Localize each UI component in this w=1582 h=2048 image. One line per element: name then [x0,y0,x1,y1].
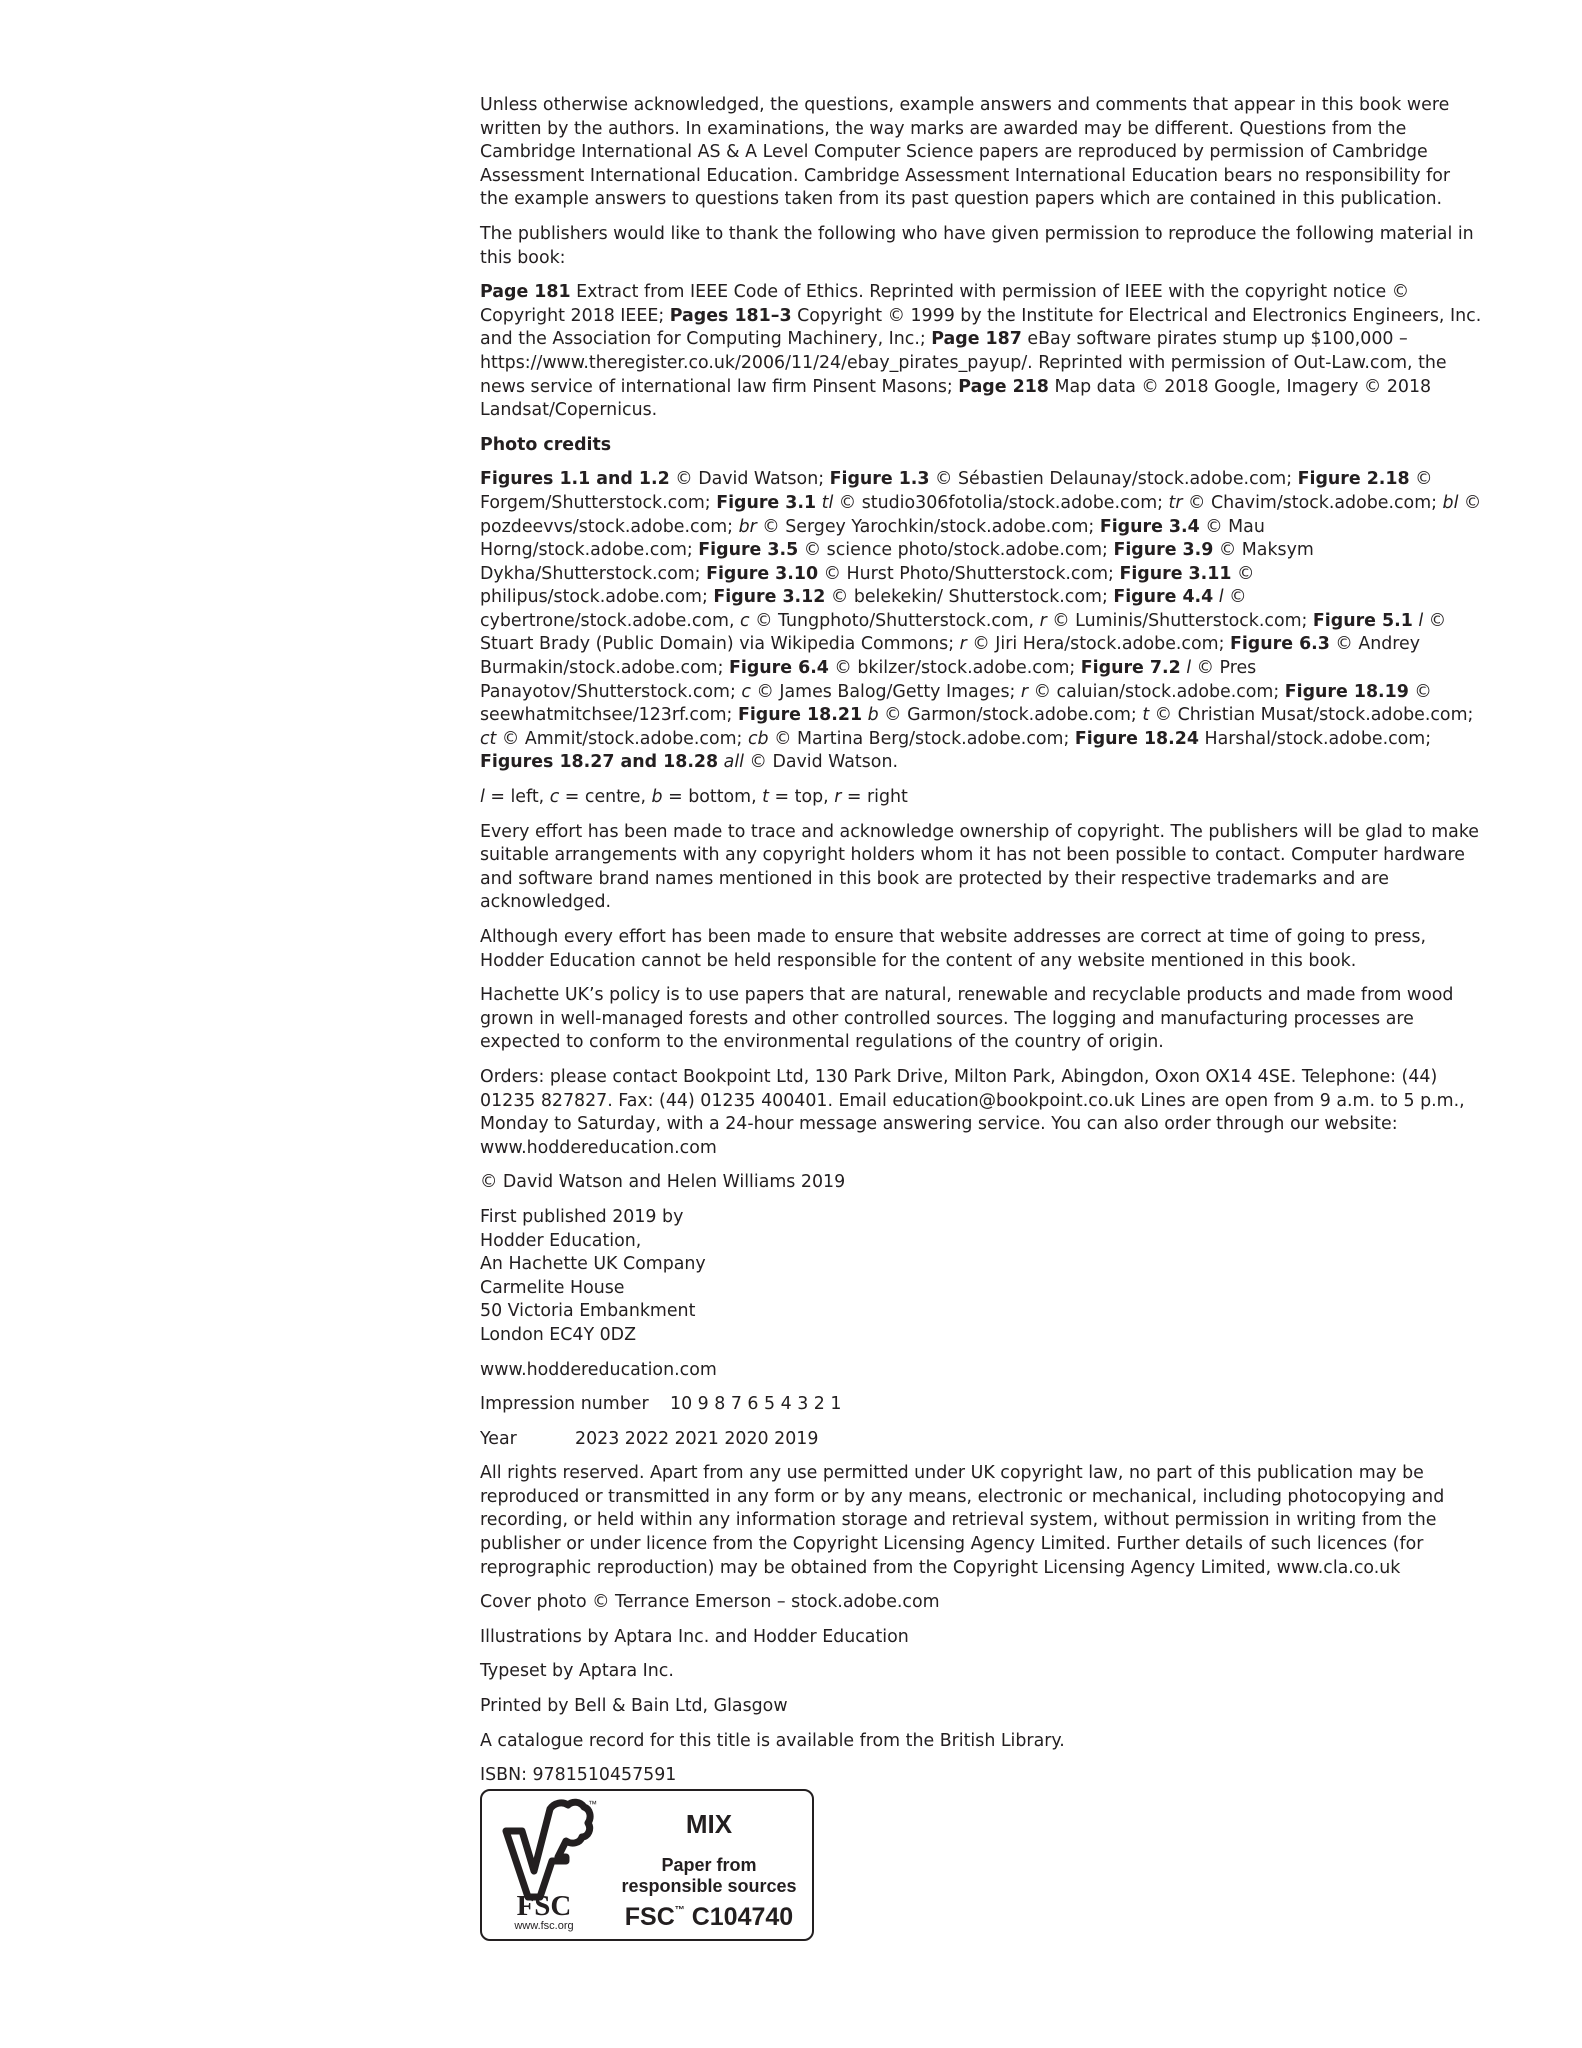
photo-credits-heading: Photo credits [480,434,612,455]
fsc-logo-text: FSC [516,1890,572,1922]
year-row [480,1428,1482,1452]
credit-figure-label: Figure 6.4 [729,658,829,679]
address-line: First published 2019 by [480,1206,684,1227]
cover-photo-credit: Cover photo © Terrance Emerson – stock.adobe.com [480,1592,940,1613]
credit-figure-label: Figure 2.18 [1297,469,1410,490]
credit-figure-label: Figure 3.10 [706,563,819,584]
credit-text: © Martina Berg/stock.adobe.com; [768,728,1075,749]
credit-text: © bkilzer/stock.adobe.com; [828,658,1081,679]
position-code: l [1418,610,1424,631]
hachette-paragraph: Hachette UK’s policy is to use papers that are natural, renewable and recyclable products and made from wood grown in well-managed forests and other controlled sources. The logging and manufacturing processes are expected to conform to the environmental regulations of the country of origin. [480,985,1454,1053]
thanks-paragraph: The publishers would like to thank the following who have given permission to reproduce the following material in this book: [480,223,1474,268]
position-code: b [651,787,663,808]
position-code: l [480,787,485,808]
permission-text: Map data © 2018 Google, Imagery © 2018 Landsat/Copernicus. [480,376,1432,421]
credit-text: © Maksym Dykha/Shutterstock.com; [480,540,1314,584]
permission-label: Page 181 [480,282,571,303]
effort-paragraph: Every effort has been made to trace and acknowledge ownership of copyright. The publishers will be glad to make suitable arrangements with any copyright holders whom it has not been possible to contact. Computer hardware and software brand names mentioned in this book are protected by their respective trademarks and are acknowledged. [480,821,1479,913]
credit-text: © studio306fotolia/stock.adobe.com; [833,492,1169,513]
credit-text: © cybertrone/stock.adobe.com, [480,587,1247,631]
position-code: tl [821,492,834,513]
position-code: ct [480,728,497,749]
fsc-logo-url: www.fsc.org [514,1920,574,1932]
address-line: 50 Victoria Embankment [480,1301,696,1322]
fsc-subtitle-line: responsible sources [621,1876,797,1896]
credit-figure-label: Figure 3.11 [1119,563,1232,584]
position-code: t [1142,705,1150,726]
credit-figure-label: Figure 5.1 [1312,610,1413,631]
position-code: br [738,516,757,537]
credit-figure-label: Figures 1.1 and 1.2 [480,469,670,490]
credit-text: © James Balog/Getty Images; [750,681,1021,702]
credit-figure-label: Figure 4.4 [1113,587,1214,608]
credit-text: © Chavim/stock.adobe.com; [1182,492,1443,513]
intro-paragraph: Unless otherwise acknowledged, the questions, example answers and comments that appear in this book were written by the authors. In examinations, the way marks are awarded may be different. Questions from the Cambridge International AS & A Level Computer Science papers are reproduced by permission of Cambridge Assessment International Education. Cambridge Assessment International Education bears no responsibility for the example answers to questions taken from its past question papers which are contained in this publication. [480,95,1451,210]
copyright-line: © David Watson and Helen Williams 2019 [480,1172,846,1193]
credit-text: © pozdeevvs/stock.adobe.com; [480,492,1482,537]
address-line: Carmelite House [480,1277,625,1298]
credit-text: Harshal/stock.adobe.com; [1198,728,1432,749]
website-paragraph: Although every effort has been made to ensure that website addresses are correct at time of going to press, Hodder Education cannot be held responsible for the content of any website mentioned in this book. [480,927,1426,971]
credit-text: © Sébastien Delaunay/stock.adobe.com; [929,469,1298,490]
credit-text: © Mau Horng/stock.adobe.com; [480,516,1265,561]
fsc-logo-tm: ™ [588,1799,597,1809]
impression-value: 10 9 8 7 6 5 4 3 2 1 [670,1394,842,1415]
position-code: c [549,787,560,808]
credit-text: © caluian/stock.adobe.com; [1028,681,1285,702]
address-line: London EC4Y 0DZ [480,1324,636,1345]
credit-text: © Christian Musat/stock.adobe.com; [1149,705,1474,726]
publisher-address [480,1206,1482,1348]
year-value: 2023 2022 2021 2020 2019 [575,1428,819,1449]
fsc-code-number: C104740 [684,1903,794,1931]
fsc-label [480,1789,814,1941]
permission-label: Page 218 [958,376,1049,397]
credit-text: © Hurst Photo/Shutterstock.com; [818,563,1120,584]
printer-credit: Printed by Bell & Bain Ltd, Glasgow [480,1696,788,1717]
position-code: b [867,705,879,726]
position-code: r [1020,681,1029,702]
permission-label: Page 187 [931,329,1022,350]
credit-figure-label: Figure 3.12 [713,587,826,608]
impression-label: Impression number [480,1394,649,1415]
credit-figure-label: Figure 18.19 [1284,681,1409,702]
orders-paragraph: Orders: please contact Bookpoint Ltd, 130 Park Drive, Milton Park, Abingdon, Oxon OX14 4SE. Telephone: (44) 01235 827827. Fax: (44) 01235 400401. Email education@bookpoint.co.uk Lines are open from 9 a.m. to 5 p.m., Monday to Saturday, with a 24-hour message answering service. You can also order through our website: www.hoddereducation.com [480,1066,1465,1158]
fsc-subtitle-line: Paper from [661,1855,757,1875]
catalogue-note: A catalogue record for this title is available from the British Library. [480,1730,1065,1751]
credit-text: © philipus/stock.adobe.com; [480,563,1255,608]
fsc-subtitle [606,1855,812,1897]
position-code: c [740,610,750,631]
position-code: tr [1168,492,1183,513]
position-code: cb [747,728,769,749]
credit-figure-label: Figures 18.27 and 18.28 [480,752,719,773]
fsc-code-tm: ™ [674,1905,685,1916]
copyright-page [480,94,1482,1799]
credit-figure-label: Figure 3.4 [1099,516,1200,537]
position-code: bl [1442,492,1459,513]
credit-text: = top, [769,787,835,808]
credit-text: © Tungphoto/Shutterstock.com, [749,610,1040,631]
address-line: An Hachette UK Company [480,1254,706,1275]
credit-figure-label: Figure 3.1 [716,492,817,513]
position-code: c [741,681,751,702]
credit-text: © Garmon/stock.adobe.com; [878,705,1143,726]
credit-text: = bottom, [662,787,763,808]
credit-text: = centre, [559,787,652,808]
permission-text: Copyright © 1999 by the Institute for Electrical and Electronics Engineers, Inc. and the Association for Computing Machinery, Inc.; [480,305,1482,350]
fsc-mix: MIX [685,1809,733,1839]
photo-credits-paragraph [480,468,1482,775]
credit-figure-label: Figure 1.3 [829,469,930,490]
publisher-website: www.hoddereducation.com [480,1359,717,1380]
fsc-code-prefix: FSC [624,1903,675,1931]
permission-label: Pages 181–3 [669,305,792,326]
credit-text: © Sergey Yarochkin/stock.adobe.com; [756,516,1100,537]
credit-figure-label: Figure 3.9 [1113,540,1214,561]
credit-figure-label: Figure 3.5 [698,540,799,561]
credit-text: = right [841,787,908,808]
credit-text: = left, [484,787,550,808]
credit-text: © David Watson; [669,469,830,490]
fsc-tree-logo-icon [492,1797,596,1931]
position-code: l [1218,587,1224,608]
illustrations-credit: Illustrations by Aptara Inc. and Hodder Education [480,1626,909,1647]
position-code: t [762,787,769,808]
credit-text: © David Watson. [744,752,898,773]
rights-paragraph: All rights reserved. Apart from any use permitted under UK copyright law, no part of this publication may be reproduced or transmitted in any form or by any means, electronic or mechanical, including photocopying and recording, or held within any information storage and retrieval system, without permission in writing from the publisher or under licence from the Copyright Licensing Agency Limited. Further details of such licences (for reprographic reproduction) may be obtained from the Copyright Licensing Agency Limited, www.cla.co.uk [480,1463,1445,1578]
credit-text: © seewhatmitchsee/123rf.com; [480,681,1432,726]
credit-text: © Ammit/stock.adobe.com; [496,728,748,749]
credit-figure-label: Figure 18.24 [1074,728,1199,749]
position-code: r [1039,610,1047,631]
position-legend [480,786,1482,810]
credit-figure-label: Figure 18.21 [737,705,863,726]
year-label: Year [480,1428,517,1449]
position-code: l [1186,658,1192,679]
credit-text: © Luminis/Shutterstock.com; [1046,610,1313,631]
typeset-credit: Typeset by Aptara Inc. [480,1661,674,1682]
permission-text: eBay software pirates stump up $100,000 – https://www.theregister.co.uk/2006/11/24/ebay_pirates_payup/. Reprinted with permission of Out-Law.com, the news service of international law firm Pinsent Masons; [480,329,1447,397]
address-line: Hodder Education, [480,1230,642,1251]
credit-figure-label: Figure 7.2 [1080,658,1181,679]
credit-text: © belekekin/ Shutterstock.com; [825,587,1114,608]
permission-text: Extract from IEEE Code of Ethics. Reprinted with permission of IEEE with the copyright notice © Copyright 2018 IEEE; [480,282,1410,326]
credit-text: © Pres Panayotov/Shutterstock.com; [480,658,1257,702]
credit-text: © Forgem/Shutterstock.com; [480,469,1433,513]
isbn: ISBN: 9781510457591 [480,1765,677,1786]
impression-row [480,1393,1482,1417]
credit-text: © science photo/stock.adobe.com; [798,540,1114,561]
permissions-paragraph [480,281,1482,423]
position-code: r [959,634,967,655]
position-code: all [723,752,744,773]
credit-text: © Jiri Hera/stock.adobe.com; [966,634,1230,655]
credit-text: © Andrey Burmakin/stock.adobe.com; [480,634,1421,679]
position-code: r [834,787,842,808]
credit-text: © Stuart Brady (Public Domain) via Wikipedia Commons; [480,610,1447,655]
fsc-licence-code [606,1903,812,1932]
credit-figure-label: Figure 6.3 [1229,634,1330,655]
